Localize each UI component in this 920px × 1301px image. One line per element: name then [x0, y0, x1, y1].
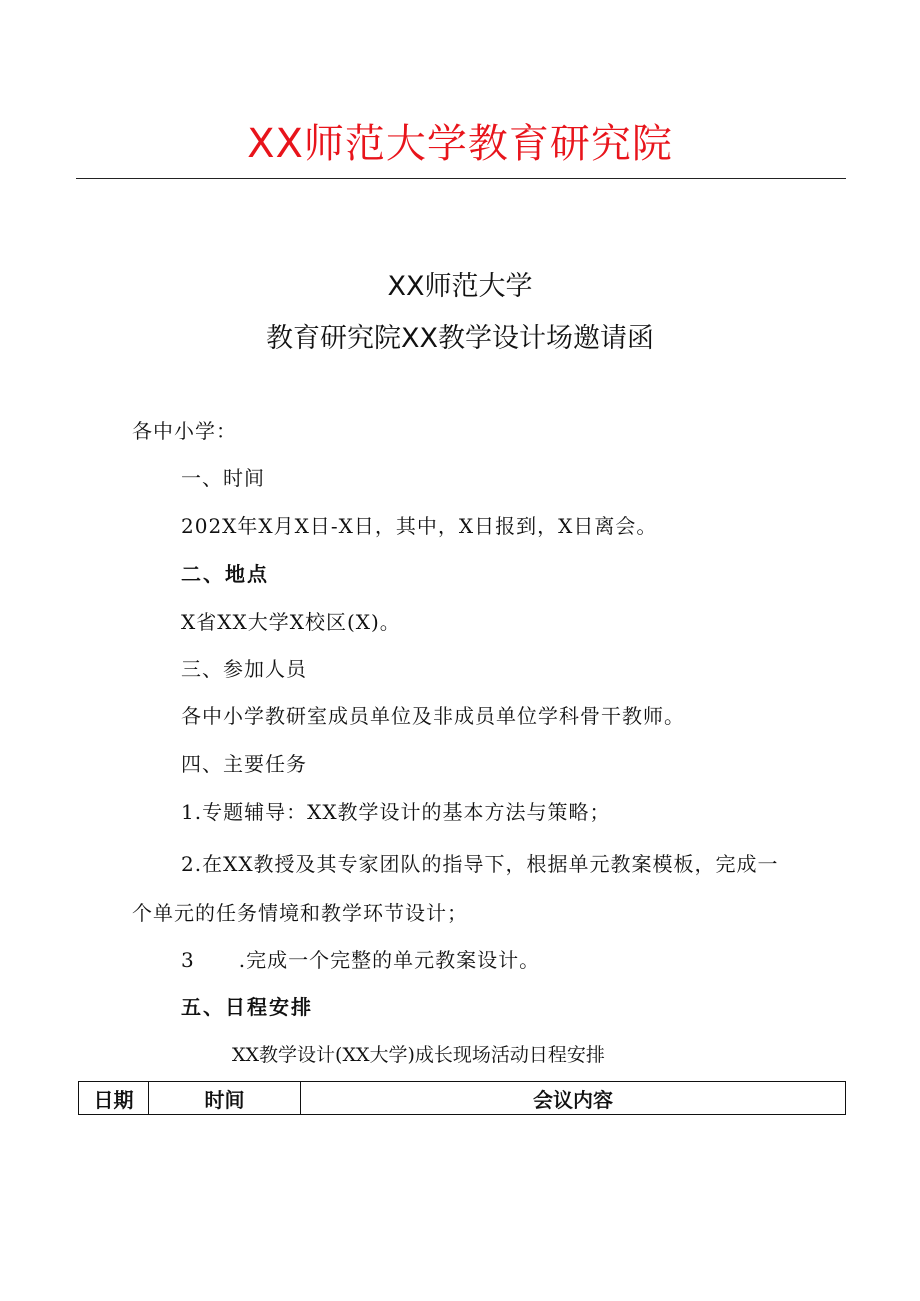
- task-1: 1.专题辅导：XX教学设计的基本方法与策略；: [181, 800, 611, 824]
- column-header-date: 日期: [79, 1082, 149, 1115]
- column-header-content: 会议内容: [301, 1082, 846, 1115]
- task-2-line-2: 个单元的任务情境和教学环节设计；: [132, 901, 468, 925]
- time-heading: 一、时间: [181, 466, 265, 490]
- table-header-row: [79, 1082, 846, 1115]
- place-heading: 二、地点: [181, 562, 269, 586]
- task-2-line-1: 2.在XX教授及其专家团队的指导下，根据单元教案模板，完成一: [181, 852, 779, 876]
- time-text: 202X年X月X日-X日，其中，X日报到，X日离会。: [181, 514, 658, 538]
- task-3: [181, 948, 540, 972]
- schedule-heading: 五、日程安排: [181, 995, 313, 1019]
- letterhead-org-name: XX师范大学教育研究院: [247, 121, 673, 167]
- task-3-number: 3: [181, 948, 195, 972]
- task-3-text: .完成一个完整的单元教案设计。: [238, 948, 541, 972]
- tasks-heading: 四、主要任务: [181, 752, 307, 776]
- title-line-1: XX师范大学: [387, 271, 533, 302]
- place-text: X省XX大学X校区(X)。: [181, 610, 401, 634]
- title-line-2: 教育研究院XX教学设计场邀请函: [266, 323, 654, 354]
- participants-heading: 三、参加人员: [181, 657, 307, 681]
- participants-text: 各中小学教研室成员单位及非成员单位学科骨干教师。: [181, 704, 685, 728]
- salutation: 各中小学：: [132, 419, 237, 443]
- schedule-caption: XX教学设计(XX大学)成长现场活动日程安排: [232, 1044, 605, 1066]
- column-header-time: 时间: [149, 1082, 301, 1115]
- letterhead-divider: [76, 178, 846, 179]
- schedule-table: [78, 1081, 846, 1115]
